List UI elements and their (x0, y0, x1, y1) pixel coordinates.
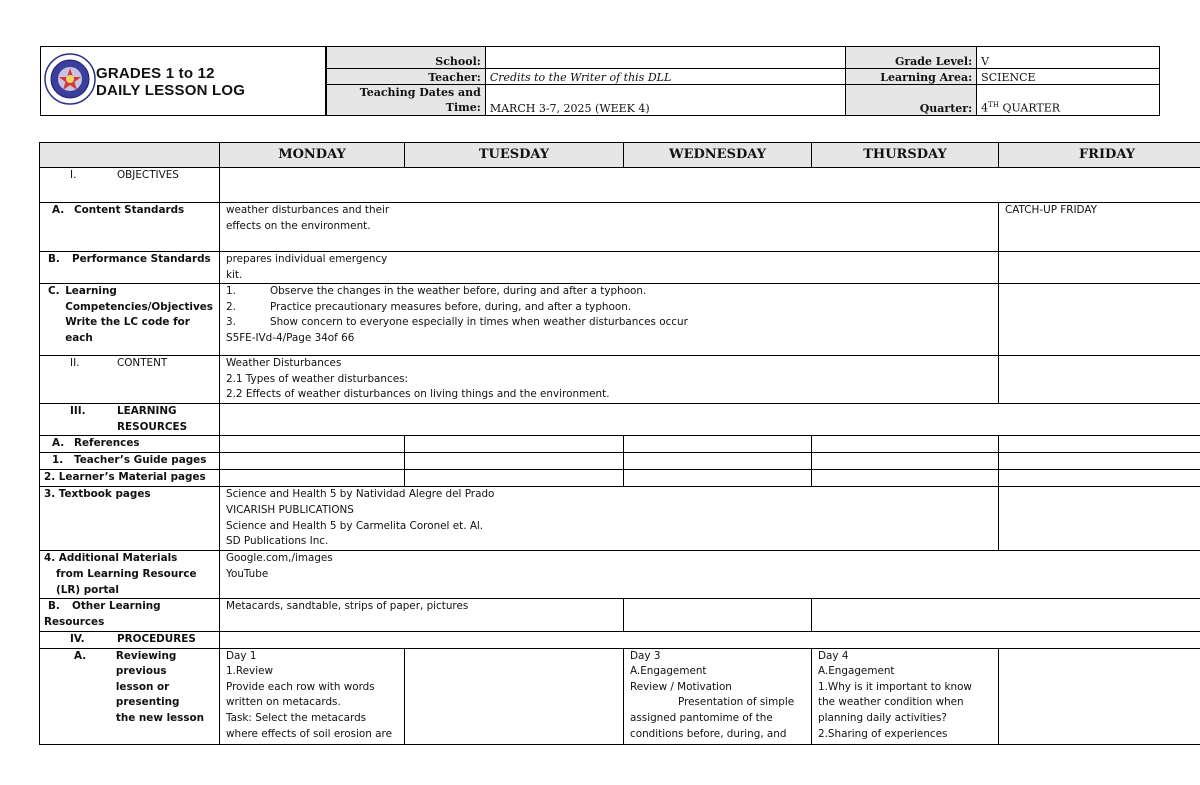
teacher-value: Credits to the Writer of this DLL (485, 69, 845, 85)
quarter-value: 4TH QUARTER (977, 85, 1160, 116)
content-standards-label: A. Content Standards (40, 203, 220, 252)
header-title-box (40, 46, 326, 116)
tg-friday (999, 453, 1200, 470)
header-title-line1: GRADES 1 to 12 (96, 65, 215, 82)
lm-friday (999, 470, 1200, 487)
teaching-dates-label (327, 85, 486, 116)
performance-standards-value: prepares individual emergency kit. (220, 252, 999, 284)
lm-monday (220, 470, 405, 487)
tg-thursday (812, 453, 999, 470)
teacher-label: Teacher: (327, 69, 486, 85)
daily-lesson-log-table (39, 142, 1200, 745)
header-corner-cell (40, 143, 220, 168)
competency-code: S5FE-IVd-4/Page 34of 66 (226, 331, 355, 344)
teaching-dates-label-line1: Teaching Dates and (359, 86, 481, 99)
procedures-row (40, 631, 1200, 648)
learners-material-label: 2. Learner’s Material pages (40, 470, 220, 487)
objectives-row (40, 168, 1200, 203)
content-standards-row (40, 203, 1200, 252)
day-header-thursday: THURSDAY (812, 143, 999, 168)
competency-item-1: 1. Observe the changes in the weather before, during and after a typhoon. (226, 285, 647, 298)
competency-item-2: 2. Practice precautionary measures before, during, and after a typhoon. (226, 300, 632, 313)
content-value: Weather Disturbances 2.1 Types of weather disturbances: 2.2 Effects of weather disturbances on living things and the environment. (220, 356, 999, 404)
textbook-value: Science and Health 5 by Natividad Alegre del Prado VICARISH PUBLICATIONS Science and Health 5 by Carmelita Coronel et. Al. SD Publications Inc. (220, 487, 999, 551)
school-label: School: (327, 47, 486, 69)
competencies-label: C. Learning Competencies/Objectives Write the LC code for each (40, 284, 220, 356)
day-header-row (40, 143, 1200, 168)
references-monday (220, 436, 405, 453)
catch-up-friday: CATCH-UP FRIDAY (999, 203, 1200, 252)
learning-area-label: Learning Area: (846, 69, 977, 85)
grade-level-value: V (977, 47, 1160, 69)
learning-resources-label: III. LEARNING RESOURCES (40, 404, 220, 436)
reviewing-monday: Day 1 1.Review Provide each row with words written on metacards. Task: Select the metacards where effects of soil erosion are (220, 648, 405, 744)
other-resources-label: B. Other Learning Resources (40, 599, 220, 631)
reviewing-wednesday: Day 3 A.Engagement Review / Motivation Presentation of simple assigned pantomime of the conditions before, during, and (624, 648, 812, 744)
quarter-label: Quarter: (846, 85, 977, 116)
lm-thursday (812, 470, 999, 487)
day-header-monday: MONDAY (220, 143, 405, 168)
content-friday (999, 356, 1200, 404)
performance-standards-label: B. Performance Standards (40, 252, 220, 284)
references-label: A. References (40, 436, 220, 453)
tg-tuesday (405, 453, 624, 470)
additional-materials-row (40, 551, 1200, 599)
content-label: II. CONTENT (40, 356, 220, 404)
references-row (40, 436, 1200, 453)
teachers-guide-label: 1. Teacher’s Guide pages (40, 453, 220, 470)
header-info-table (326, 46, 1160, 116)
teaching-dates-label-line2: Time: (445, 101, 481, 114)
objectives-label: I. OBJECTIVES (40, 168, 220, 203)
additional-materials-label: 4. Additional Materials from Learning Resource (LR) portal (40, 551, 220, 599)
references-wednesday (624, 436, 812, 453)
learning-area-value: SCIENCE (977, 69, 1160, 85)
references-thursday (812, 436, 999, 453)
lm-tuesday (405, 470, 624, 487)
textbook-friday (999, 487, 1200, 551)
performance-standards-row (40, 252, 1200, 284)
other-resources-thursday (812, 599, 1200, 631)
learning-resources-cell (220, 404, 1200, 436)
content-row (40, 356, 1200, 404)
reviewing-thursday: Day 4 A.Engagement 1.Why is it important to know the weather condition when planning daily activities? 2.Sharing of experiences (812, 648, 999, 744)
deped-seal-icon (44, 53, 96, 105)
lm-wednesday (624, 470, 812, 487)
references-friday (999, 436, 1200, 453)
competencies-friday (999, 284, 1200, 356)
competency-item-3: 3. Show concern to everyone especially in times when weather disturbances occur (226, 316, 688, 329)
references-tuesday (405, 436, 624, 453)
tg-monday (220, 453, 405, 470)
reviewing-tuesday (405, 648, 624, 744)
textbook-label: 3. Textbook pages (40, 487, 220, 551)
reviewing-friday (999, 648, 1200, 744)
additional-materials-value: Google.com,/images YouTube (220, 551, 1200, 599)
textbook-row (40, 487, 1200, 551)
content-standards-value: weather disturbances and their effects on the environment. (220, 203, 999, 252)
reviewing-label: A. Reviewing previous lesson or presenting the new lesson (40, 648, 220, 744)
day-header-wednesday: WEDNESDAY (624, 143, 812, 168)
school-value (485, 47, 845, 69)
competencies-value (220, 284, 999, 356)
procedures-cell (220, 631, 1200, 648)
competencies-row (40, 284, 1200, 356)
header-title-line2: DAILY LESSON LOG (96, 82, 246, 99)
learning-resources-row (40, 404, 1200, 436)
teachers-guide-row (40, 453, 1200, 470)
other-resources-wednesday (624, 599, 812, 631)
performance-standards-friday (999, 252, 1200, 284)
teaching-dates-value: MARCH 3-7, 2025 (WEEK 4) (485, 85, 845, 116)
other-resources-row (40, 599, 1200, 631)
tg-wednesday (624, 453, 812, 470)
grade-level-label: Grade Level: (846, 47, 977, 69)
objectives-cell (220, 168, 1200, 203)
procedures-label: IV. PROCEDURES (40, 631, 220, 648)
learners-material-row (40, 470, 1200, 487)
reviewing-row (40, 648, 1200, 744)
other-resources-value: Metacards, sandtable, strips of paper, pictures (220, 599, 624, 631)
day-header-friday: FRIDAY (999, 143, 1200, 168)
day-header-tuesday: TUESDAY (405, 143, 624, 168)
